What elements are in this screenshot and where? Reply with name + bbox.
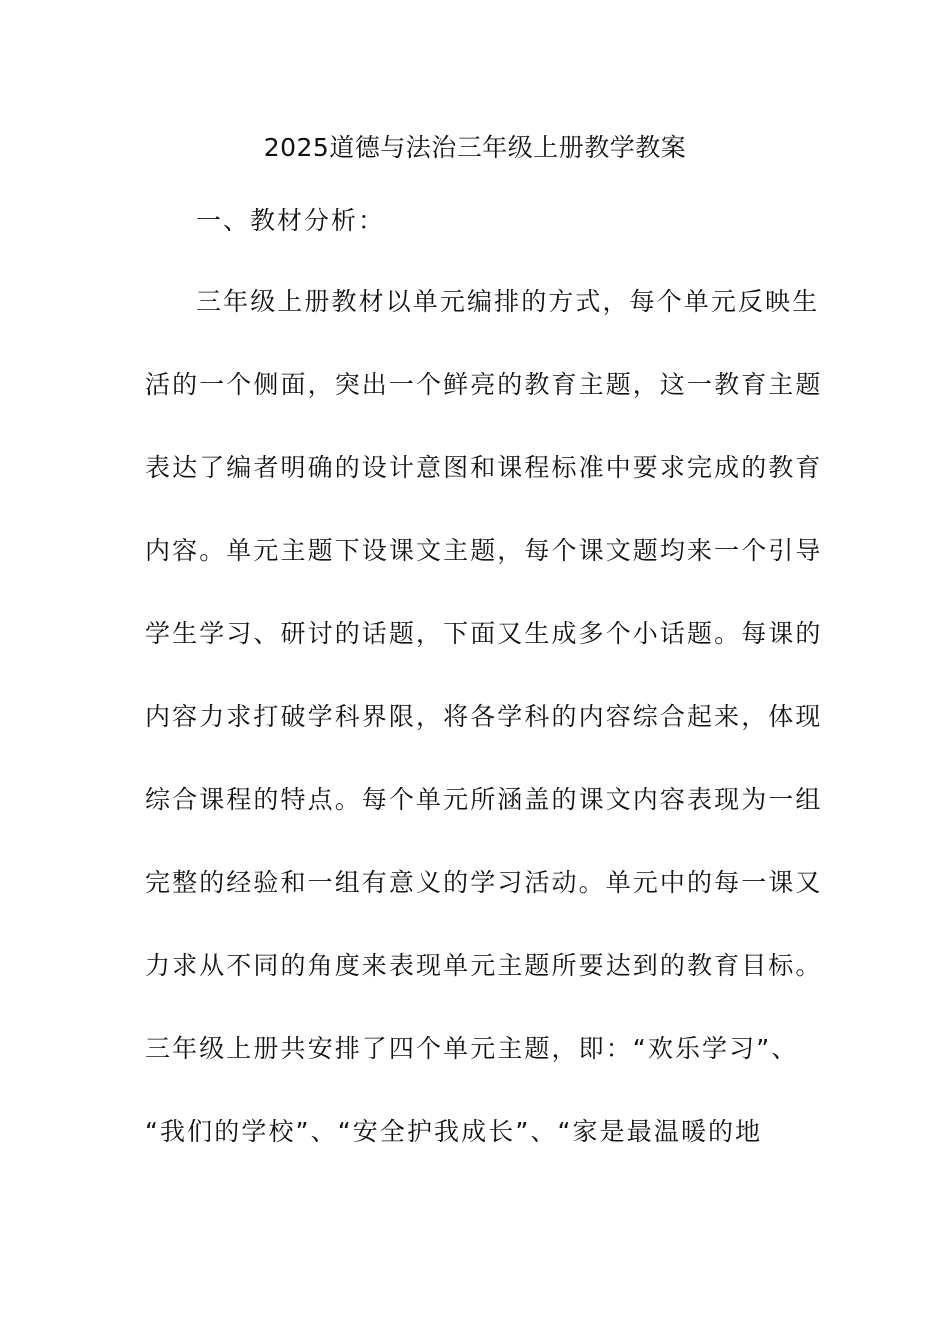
paragraph-line: 内容力求打破学科界限，将各学科的内容综合起来，体现	[145, 702, 823, 731]
paragraph-line: 综合课程的特点。每个单元所涵盖的课文内容表现为一组	[145, 785, 823, 814]
paragraph-line: 力求从不同的角度来表现单元主题所要达到的教育目标。	[145, 951, 823, 980]
section-heading: 一、教材分析：	[196, 206, 386, 235]
paragraph-line: 学生学习、研讨的话题，下面又生成多个小话题。每课的	[145, 619, 823, 648]
paragraph-line: “我们的学校”、“安全护我成长”、“家是最温暖的地	[145, 1117, 763, 1146]
document-title: 2025道德与法治三年级上册教学教案	[263, 133, 687, 162]
paragraph-line: 活的一个侧面，突出一个鲜亮的教育主题，这一教育主题	[145, 370, 823, 399]
paragraph-line: 三年级上册教材以单元编排的方式，每个单元反映生	[196, 287, 820, 316]
paragraph-line: 表达了编者明确的设计意图和课程标准中要求完成的教育	[145, 453, 823, 482]
paragraph-line: 内容。单元主题下设课文主题，每个课文题均来一个引导	[145, 536, 823, 565]
paragraph-line: 完整的经验和一组有意义的学习活动。单元中的每一课又	[145, 868, 823, 897]
paragraph-line: 三年级上册共安排了四个单元主题，即：“欢乐学习”、	[145, 1034, 799, 1063]
body-paragraph	[145, 284, 825, 1197]
